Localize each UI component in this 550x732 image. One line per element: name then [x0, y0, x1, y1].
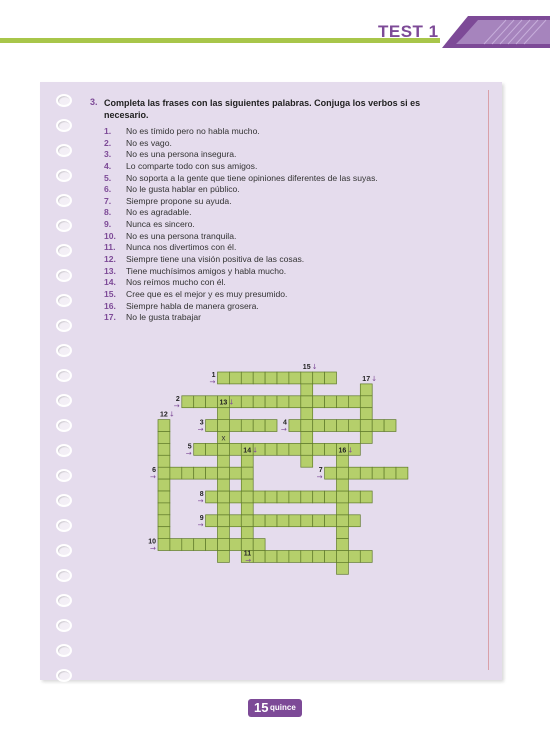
- crossword-cell[interactable]: [277, 551, 289, 563]
- crossword-cell[interactable]: [158, 503, 170, 515]
- clue-text: No le gusta trabajar: [126, 312, 201, 323]
- page-number: 15: [254, 700, 269, 715]
- crossword-cell[interactable]: [360, 420, 372, 432]
- crossword-cell[interactable]: [337, 479, 349, 491]
- crossword-cell[interactable]: [241, 491, 253, 503]
- test-title: TEST 1: [378, 22, 439, 41]
- clue-text: Nos reímos mucho con él.: [126, 277, 226, 288]
- clue-text: Nunca es sincero.: [126, 219, 195, 230]
- crossword-cell[interactable]: [182, 467, 194, 479]
- crossword-cell[interactable]: [194, 443, 206, 455]
- crossword-number-4: 4: [282, 419, 287, 427]
- crossword-cell[interactable]: [194, 467, 206, 479]
- crossword-cell[interactable]: [194, 539, 206, 551]
- exercise-number: 3.: [90, 97, 98, 107]
- crossword-cell[interactable]: [301, 432, 313, 444]
- crossword-cell[interactable]: [253, 515, 265, 527]
- crossword-cell[interactable]: [265, 443, 277, 455]
- crossword-cell[interactable]: [360, 551, 372, 563]
- crossword-cell[interactable]: [337, 527, 349, 539]
- crossword-cell[interactable]: [348, 396, 360, 408]
- arrow-right-icon: →: [197, 520, 204, 529]
- crossword-number-2: 2: [175, 395, 180, 403]
- crossword-number-13: 13: [219, 399, 228, 407]
- clue-number: 7.: [104, 195, 112, 206]
- crossword-cell[interactable]: [241, 372, 253, 384]
- crossword-cell[interactable]: [289, 515, 301, 527]
- crossword-cell[interactable]: [360, 408, 372, 420]
- arrow-right-icon: →: [316, 473, 323, 482]
- crossword-cell[interactable]: [289, 372, 301, 384]
- arrow-right-icon: →: [197, 425, 204, 434]
- crossword-cell[interactable]: [360, 396, 372, 408]
- crossword-cell[interactable]: [337, 539, 349, 551]
- crossword-cell[interactable]: [158, 539, 170, 551]
- crossword-cell[interactable]: [325, 420, 337, 432]
- crossword-cell[interactable]: [218, 539, 230, 551]
- crossword-cell[interactable]: [277, 515, 289, 527]
- crossword-number-1: 1: [211, 372, 216, 379]
- crossword-cell[interactable]: [289, 443, 301, 455]
- crossword-cell[interactable]: [360, 432, 372, 444]
- crossword-cell[interactable]: [206, 396, 218, 408]
- crossword-cell[interactable]: [158, 515, 170, 527]
- crossword-cell[interactable]: [301, 443, 313, 455]
- crossword-cell[interactable]: [348, 551, 360, 563]
- arrow-right-icon: →: [185, 449, 192, 458]
- crossword-number-16: 16: [338, 447, 347, 455]
- crossword-cell[interactable]: [265, 551, 277, 563]
- crossword-number-6: 6: [152, 467, 156, 475]
- clue-number: 4.: [104, 160, 112, 171]
- crossword-cell[interactable]: [229, 372, 241, 384]
- crossword-number-15: 15: [302, 364, 311, 371]
- arrow-right-icon: →: [280, 425, 287, 434]
- crossword-cell[interactable]: [337, 396, 349, 408]
- crossword-cell[interactable]: [337, 420, 349, 432]
- clue-number: 13.: [104, 265, 116, 276]
- crossword-cell[interactable]: [313, 420, 325, 432]
- crossword-number-17: 17: [362, 375, 371, 383]
- clue-text: No es agradable.: [126, 207, 192, 218]
- crossword-cell[interactable]: [289, 491, 301, 503]
- crossword-cell[interactable]: [301, 455, 313, 467]
- crossword-cell[interactable]: [218, 527, 230, 539]
- clue-text: Tiene muchísimos amigos y habla mucho.: [126, 265, 287, 276]
- crossword-cell[interactable]: [325, 515, 337, 527]
- crossword-cell[interactable]: [325, 551, 337, 563]
- crossword-cell[interactable]: [313, 551, 325, 563]
- arrow-down-icon: ↓: [252, 446, 259, 455]
- clue-number: 5.: [104, 172, 112, 183]
- crossword-cell[interactable]: [396, 467, 408, 479]
- clue-text: Lo comparte todo con sus amigos.: [126, 160, 258, 171]
- crossword-cell[interactable]: [218, 372, 230, 384]
- clue-number: 12.: [104, 254, 116, 265]
- arrow-right-icon: →: [150, 544, 156, 553]
- crossword-cell[interactable]: [301, 491, 313, 503]
- crossword-cell[interactable]: [337, 562, 349, 574]
- crossword-cell[interactable]: [277, 372, 289, 384]
- crossword-cell[interactable]: [218, 515, 230, 527]
- crossword-cell[interactable]: [277, 491, 289, 503]
- arrow-down-icon: ↓: [347, 446, 354, 455]
- crossword-cell[interactable]: [384, 467, 396, 479]
- crossword-cell[interactable]: [325, 443, 337, 455]
- crossword-cell[interactable]: [253, 551, 265, 563]
- crossword-cell[interactable]: [313, 491, 325, 503]
- crossword-cell[interactable]: [301, 396, 313, 408]
- crossword-cell[interactable]: [158, 420, 170, 432]
- crossword-cell[interactable]: [182, 539, 194, 551]
- crossword-cell[interactable]: [241, 539, 253, 551]
- arrow-down-icon: ↓: [371, 374, 378, 383]
- clue-text: No es una persona insegura.: [126, 149, 237, 160]
- clue-text: Siempre tiene una visión positiva de las cosas.: [126, 254, 305, 265]
- crossword-cell[interactable]: [337, 467, 349, 479]
- clue-text: No le gusta hablar en público.: [126, 184, 240, 195]
- crossword-cell[interactable]: [206, 491, 218, 503]
- crossword-cell[interactable]: [301, 420, 313, 432]
- crossword-cell[interactable]: [241, 503, 253, 515]
- clue-number: 1.: [104, 126, 112, 136]
- crossword-cell[interactable]: [372, 467, 384, 479]
- crossword-cell[interactable]: [158, 455, 170, 467]
- crossword-cell[interactable]: [241, 455, 253, 467]
- crossword-cell[interactable]: [158, 479, 170, 491]
- clue-text: Siempre propone su ayuda.: [126, 195, 232, 206]
- crossword-cell[interactable]: [158, 491, 170, 503]
- crossword-cell[interactable]: [218, 443, 230, 455]
- crossword-cell[interactable]: [325, 491, 337, 503]
- clue-text: Cree que es el mejor y es muy presumido.: [126, 288, 288, 299]
- crossword-cell[interactable]: [253, 539, 265, 551]
- clue-number: 11.: [104, 242, 116, 253]
- crossword-cell[interactable]: [218, 503, 230, 515]
- crossword-cell[interactable]: [218, 408, 230, 420]
- crossword-cell[interactable]: [301, 372, 313, 384]
- crossword-cell[interactable]: [158, 432, 170, 444]
- crossword-cell[interactable]: [253, 491, 265, 503]
- clue-number: 3.: [104, 149, 112, 160]
- crossword-cell[interactable]: [265, 420, 277, 432]
- crossword-cell[interactable]: [206, 515, 218, 527]
- crossword-cell[interactable]: [229, 515, 241, 527]
- clue-text: Siempre habla de manera grosera.: [126, 300, 259, 311]
- crossword-cell[interactable]: [277, 396, 289, 408]
- crossword-cell[interactable]: [313, 396, 325, 408]
- crossword-cell[interactable]: [253, 372, 265, 384]
- crossword-cell[interactable]: [229, 443, 241, 455]
- crossword-cell[interactable]: [348, 491, 360, 503]
- crossword-cell[interactable]: [325, 467, 337, 479]
- crossword-cell[interactable]: [384, 420, 396, 432]
- crossword-cell[interactable]: [241, 527, 253, 539]
- crossword-number-7: 7: [318, 467, 323, 475]
- clue-number: 2.: [104, 137, 112, 148]
- crossword-cell[interactable]: [265, 372, 277, 384]
- crossword-cell[interactable]: [206, 467, 218, 479]
- crossword-number-9: 9: [199, 514, 204, 522]
- crossword-cell[interactable]: [313, 443, 325, 455]
- clue-number: 6.: [104, 184, 112, 195]
- crossword-cell[interactable]: [206, 539, 218, 551]
- crossword-number-12: 12: [160, 411, 168, 419]
- crossword-cell[interactable]: [206, 443, 218, 455]
- crossword-cell[interactable]: [325, 372, 337, 384]
- clue-number: 15.: [104, 288, 116, 299]
- crossword-cell[interactable]: [206, 420, 218, 432]
- crossword-cell[interactable]: [194, 396, 206, 408]
- clue-number: 8.: [104, 207, 112, 218]
- crossword-cell[interactable]: [360, 384, 372, 396]
- crossword-cell[interactable]: [289, 396, 301, 408]
- crossword-cell[interactable]: [229, 539, 241, 551]
- crossword-cell[interactable]: [218, 491, 230, 503]
- clue-number: 16.: [104, 300, 116, 311]
- crossword-cell[interactable]: [337, 551, 349, 563]
- crossword-cell[interactable]: [289, 420, 301, 432]
- clue-text: No es una persona tranquila.: [126, 230, 237, 241]
- crossword-cell[interactable]: [218, 551, 230, 563]
- clue-number: 9.: [104, 219, 112, 230]
- arrow-down-icon: ↓: [228, 398, 235, 407]
- clue-text: Nunca nos divertimos con él.: [126, 242, 237, 253]
- crossword-cell[interactable]: [218, 467, 230, 479]
- arrow-down-icon: ↓: [311, 363, 318, 371]
- crossword-cell[interactable]: [218, 455, 230, 467]
- crossword-cell[interactable]: [277, 443, 289, 455]
- arrow-down-icon: ↓: [169, 410, 175, 419]
- crossword-cell[interactable]: [265, 515, 277, 527]
- clue-number: 14.: [104, 277, 116, 288]
- crossword-cell[interactable]: [360, 491, 372, 503]
- page-number-word: quince: [270, 703, 296, 712]
- crossword-number-5: 5: [187, 443, 192, 451]
- crossword-cell[interactable]: [301, 384, 313, 396]
- crossword-cell[interactable]: [241, 396, 253, 408]
- clue-text: No soporta a la gente que tiene opiniones diferentes de las suyas.: [126, 172, 378, 183]
- exercise-instruction: Completa las frases con las siguientes palabras. Conjuga los verbos si es necesario.: [104, 98, 421, 120]
- crossword-cell[interactable]: [229, 420, 241, 432]
- crossword-cell[interactable]: [337, 503, 349, 515]
- clue-text: No es vago.: [126, 137, 172, 148]
- crossword-cell[interactable]: [301, 515, 313, 527]
- crossword-cell[interactable]: [182, 396, 194, 408]
- arrow-right-icon: →: [245, 556, 252, 565]
- crossword-cell[interactable]: [301, 551, 313, 563]
- clue-text: No es tímido pero no habla mucho.: [126, 126, 260, 136]
- crossword-cell[interactable]: [325, 396, 337, 408]
- crossword-cell[interactable]: [265, 491, 277, 503]
- crossword-cell[interactable]: [241, 467, 253, 479]
- crossword-cell[interactable]: [348, 467, 360, 479]
- crossword-letter: x: [221, 433, 226, 443]
- crossword-cell[interactable]: [313, 515, 325, 527]
- crossword-cell[interactable]: [372, 420, 384, 432]
- crossword-cell[interactable]: [337, 455, 349, 467]
- crossword-cell[interactable]: [360, 467, 372, 479]
- crossword-cell[interactable]: [241, 420, 253, 432]
- crossword-cell[interactable]: [348, 420, 360, 432]
- crossword-cell[interactable]: [218, 420, 230, 432]
- crossword-cell[interactable]: [253, 396, 265, 408]
- crossword-cell[interactable]: [337, 515, 349, 527]
- crossword-cell[interactable]: [229, 467, 241, 479]
- crossword-cell[interactable]: [241, 515, 253, 527]
- page-number-badge: [248, 699, 302, 717]
- clue-number: 10.: [104, 230, 116, 241]
- crossword-cell[interactable]: [337, 491, 349, 503]
- crossword-number-3: 3: [199, 419, 204, 427]
- crossword-cell[interactable]: [289, 551, 301, 563]
- crossword-cell[interactable]: [265, 396, 277, 408]
- crossword-cell[interactable]: [170, 467, 182, 479]
- crossword-cell[interactable]: [218, 479, 230, 491]
- crossword-cell[interactable]: [313, 372, 325, 384]
- crossword-cell[interactable]: [170, 539, 182, 551]
- crossword-cell[interactable]: [348, 515, 360, 527]
- crossword-number-8: 8: [199, 491, 204, 498]
- crossword-cell[interactable]: [253, 420, 265, 432]
- arrow-right-icon: →: [173, 401, 180, 410]
- arrow-right-icon: →: [197, 497, 204, 505]
- crossword-cell[interactable]: [158, 443, 170, 455]
- arrow-right-icon: →: [209, 378, 216, 386]
- crossword-cell[interactable]: [158, 527, 170, 539]
- crossword-cell[interactable]: [241, 479, 253, 491]
- crossword-cell[interactable]: [158, 467, 170, 479]
- crossword-number-14: 14: [243, 447, 252, 455]
- clue-number: 17.: [104, 312, 116, 323]
- crossword-number-11: 11: [243, 550, 252, 558]
- crossword-number-10: 10: [148, 538, 156, 546]
- crossword-cell[interactable]: [301, 408, 313, 420]
- crossword-cell[interactable]: [229, 491, 241, 503]
- arrow-right-icon: →: [150, 473, 156, 482]
